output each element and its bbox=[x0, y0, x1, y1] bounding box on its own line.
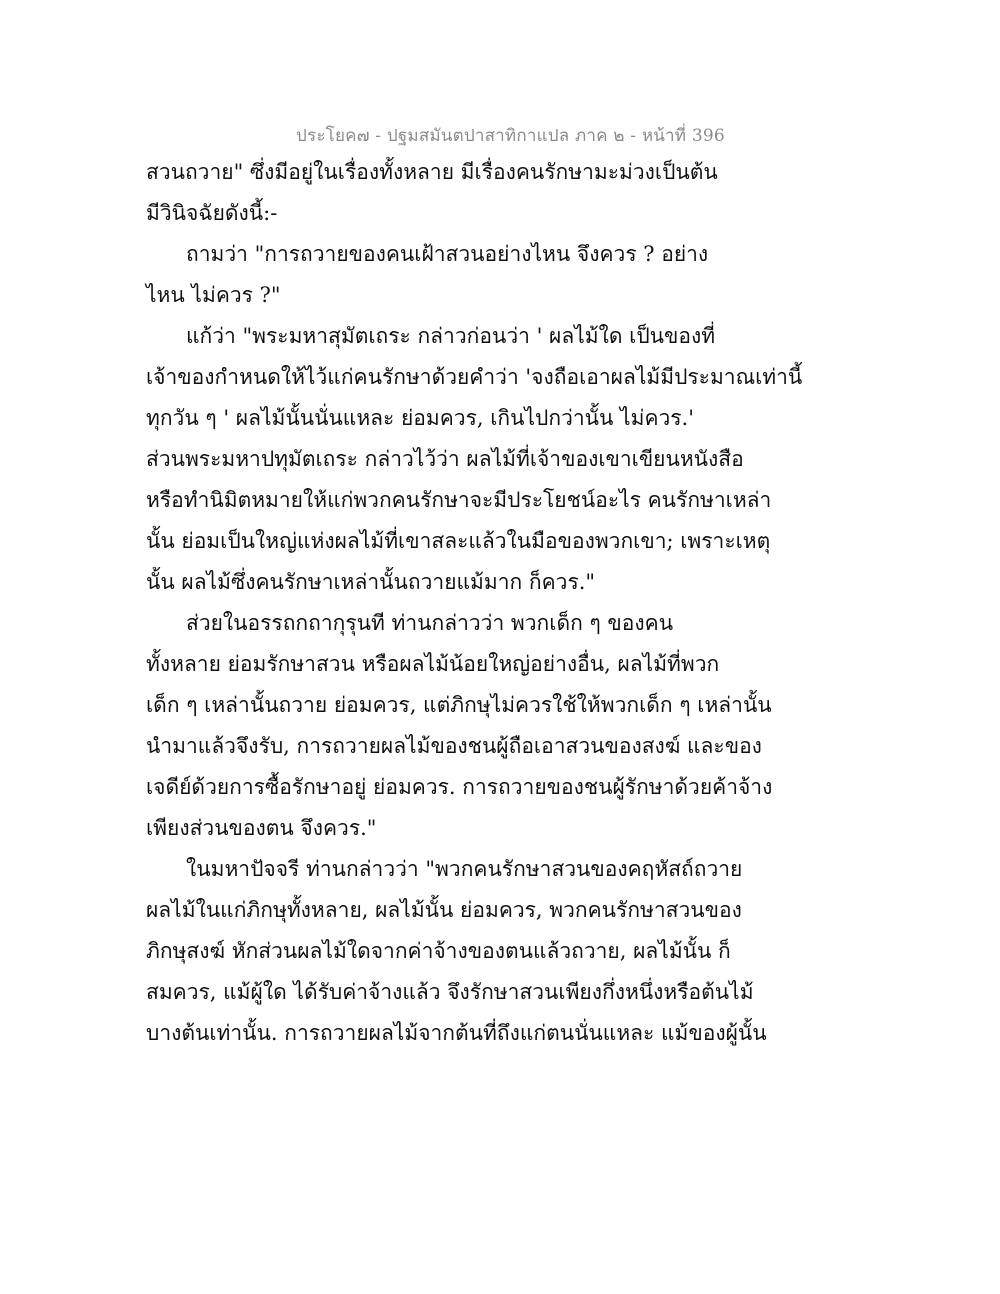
text-line: มีวินิจฉัยดังนี้:- bbox=[146, 201, 278, 225]
body-text bbox=[146, 152, 803, 1054]
text-line: ไหน ไม่ควร ?" bbox=[146, 283, 281, 307]
text-line: ผลไม้ในแก่ภิกษุทั้งหลาย, ผลไม้นั้น ย่อมควร, พวกคนรักษาสวนของ bbox=[146, 898, 742, 922]
text-line: สวนถวาย" ซึ่งมีอยู่ในเรื่องทั้งหลาย มีเรื่องคนรักษามะม่วงเป็นต้น bbox=[146, 160, 718, 184]
text-line: เด็ก ๆ เหล่านั้นถวาย ย่อมควร, แต่ภิกษุไม่ควรใช้ให้พวกเด็ก ๆ เหล่านั้น bbox=[146, 693, 772, 717]
text-line: ภิกษุสงฆ์ หักส่วนผลไม้ใดจากค่าจ้างของตนแล้วถวาย, ผลไม้นั้น ก็ bbox=[146, 939, 731, 963]
paragraph-start-line: ส่วยในอรรถกถากุรุนที ท่านกล่าวว่า พวกเด็ก ๆ ของคน bbox=[186, 611, 674, 635]
text-line: ทุกวัน ๆ ' ผลไม้นั้นนั่นแหละ ย่อมควร, เกินไปกว่านั้น ไม่ควร.' bbox=[146, 406, 695, 430]
running-header: ประโยค๗ - ปฐมสมันตปาสาทิกาแปล ภาค ๒ - หน้าที่ 396 bbox=[296, 126, 725, 146]
paragraph-start-line: ถามว่า "การถวายของคนเฝ้าสวนอย่างไหน จึงควร ? อย่าง bbox=[186, 242, 709, 266]
text-line: บางต้นเท่านั้น. การถวายผลไม้จากต้นที่ถึงแก่ตนนั่นแหละ แม้ของผู้นั้น bbox=[146, 1021, 767, 1045]
text-line: ทั้งหลาย ย่อมรักษาสวน หรือผลไม้น้อยใหญ่อย่างอื่น, ผลไม้ที่พวก bbox=[146, 652, 720, 676]
text-line: เพียงส่วนของตน จึงควร." bbox=[146, 816, 377, 840]
text-line: นั้น ย่อมเป็นใหญ่แห่งผลไม้ที่เขาสละแล้วในมือของพวกเขา; เพราะเหตุ bbox=[146, 529, 771, 553]
text-line: นำมาแล้วจึงรับ, การถวายผลไม้ของชนผู้ถือเอาสวนของสงฆ์ และของ bbox=[146, 734, 762, 758]
paragraph-start-line: แก้ว่า "พระมหาสุมัตเถระ กล่าวก่อนว่า ' ผลไม้ใด เป็นของที่ bbox=[186, 324, 716, 348]
text-line: นั้น ผลไม้ซึ่งคนรักษาเหล่านั้นถวายแม้มาก ก็ควร." bbox=[146, 570, 596, 594]
text-line: เจ้าของกำหนดให้ไว้แก่คนรักษาด้วยคำว่า 'จงถือเอาผลไม้มีประมาณเท่านี้ bbox=[146, 365, 803, 389]
text-line: เจดีย์ด้วยการซื้อรักษาอยู่ ย่อมควร. การถวายของชนผู้รักษาด้วยค้าจ้าง bbox=[146, 775, 773, 799]
paragraph-start-line: ในมหาปัจจรี ท่านกล่าวว่า "พวกคนรักษาสวนของคฤหัสถ์ถวาย bbox=[186, 857, 743, 881]
text-line: สมควร, แม้ผู้ใด ได้รับค่าจ้างแล้ว จึงรักษาสวนเพียงกึ่งหนึ่งหรือต้นไม้ bbox=[146, 980, 754, 1004]
text-line: หรือทำนิมิตหมายให้แก่พวกคนรักษาจะมีประโยชน์อะไร คนรักษาเหล่า bbox=[146, 488, 772, 512]
text-line: ส่วนพระมหาปทุมัตเถระ กล่าวไว้ว่า ผลไม้ที่เจ้าของเขาเขียนหนังสือ bbox=[146, 447, 744, 471]
